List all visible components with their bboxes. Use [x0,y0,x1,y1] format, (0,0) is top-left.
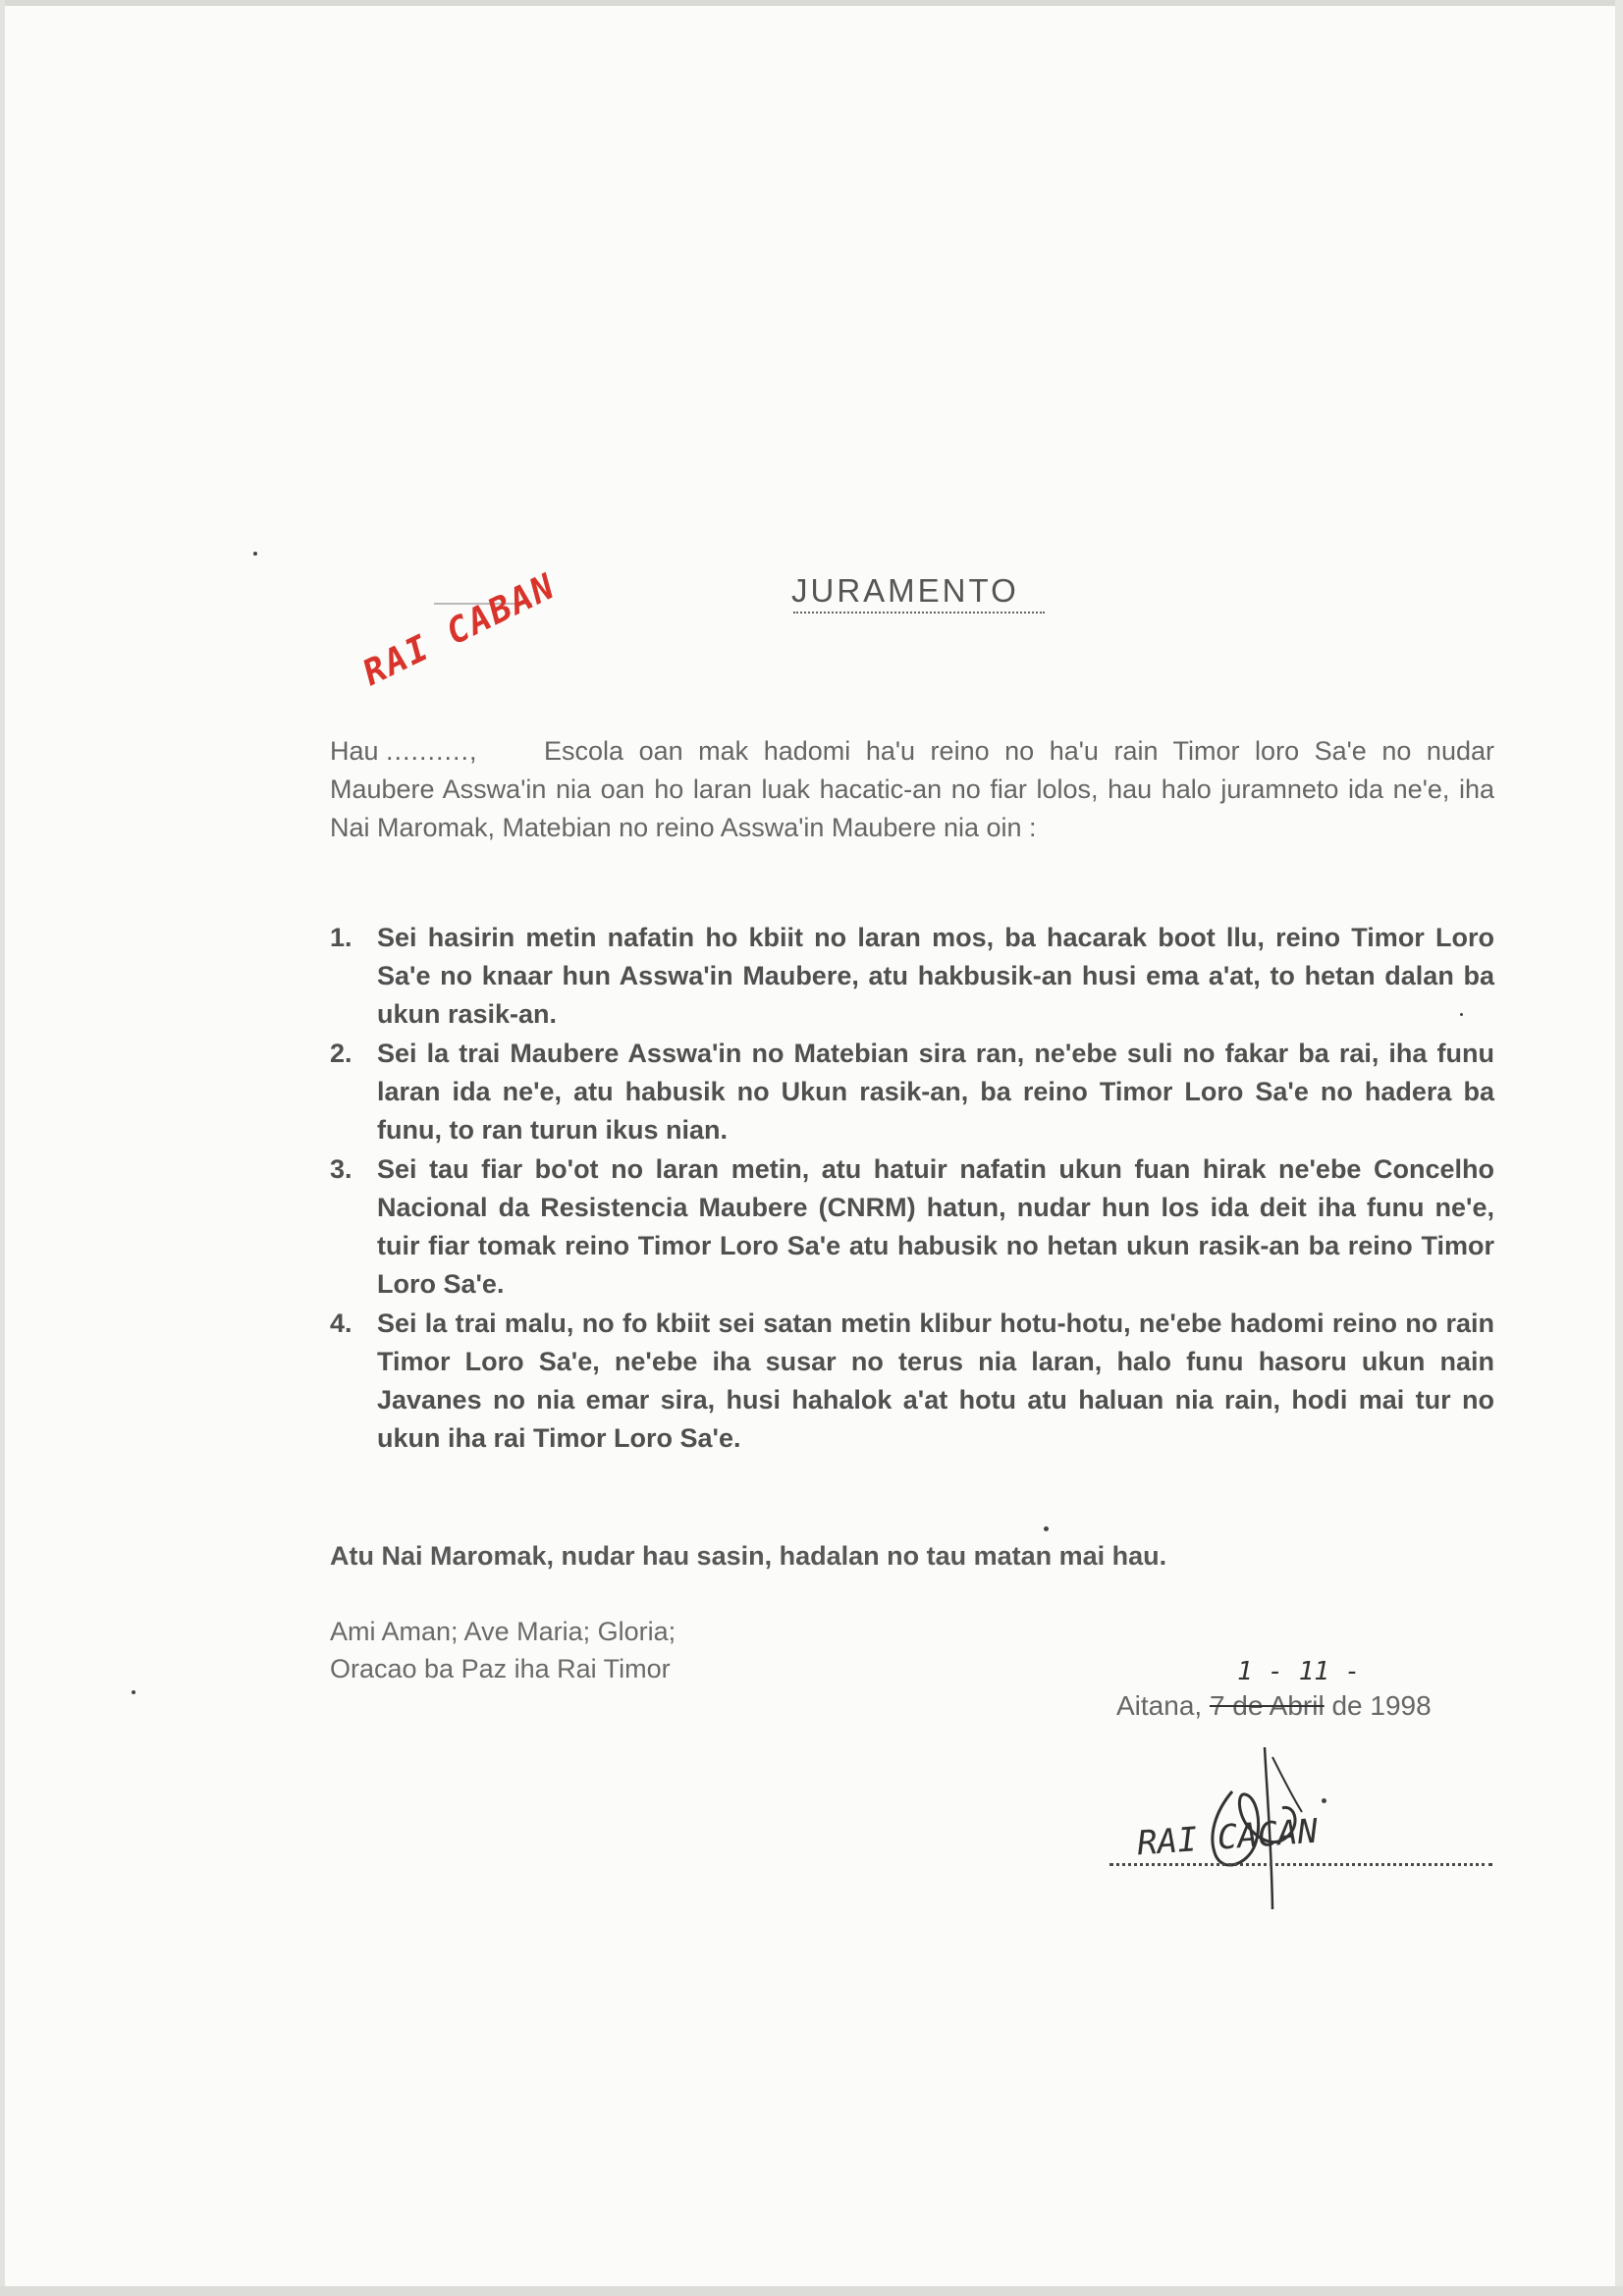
intro-blank-dots: .........., [386,736,478,766]
scan-speck [253,552,257,556]
handwritten-signature-name: RAI CACAN [1135,1811,1320,1864]
oath-item-number: 2. [330,1039,352,1068]
scan-speck [1044,1526,1049,1531]
oath-list [330,919,1494,1459]
oath-item [330,1305,1494,1458]
handwritten-name-red: RAI CABAN [356,565,563,694]
document-title: JURAMENTO [791,572,1019,609]
oath-item [330,1035,1494,1149]
prayers-line: Oracao ba Paz iha Rai Timor [330,1654,671,1683]
intro-lead [330,732,544,771]
prayers-block [330,1613,919,1687]
oath-item-text: Sei la trai Maubere Asswa'in no Matebian sira ran, ne'ebe suli no fakar ba rai, iha funu laran ida ne'e, atu habusik no Ukun rasik-an, ba reino Timor Loro Sa'e no hadera ba funu, to ran turun ikus nian. [377,1039,1494,1145]
oath-item-number: 1. [330,923,352,952]
intro-paragraph [330,732,1494,847]
intro-text: Escola oan mak hadomi ha'u reino no ha'u rain Timor loro Sa'e no nudar Maubere Asswa'in nia oan ho laran luak hacatic-an no fiar lolos, hau halo juramneto ida ne'e, iha Nai Maromak, Matebian no reino Asswa'in Maubere nia oin : [330,736,1494,842]
closing-line: Atu Nai Maromak, nudar hau sasin, hadalan no tau matan mai hau. [330,1541,1167,1571]
title-underline [793,612,1045,614]
oath-item [330,919,1494,1034]
struck-date: 7 de Abril [1209,1690,1325,1721]
oath-item-text: Sei la trai malu, no fo kbiit sei satan metin klibur hotu-hotu, ne'ebe hadomi reino no rain Timor Loro Sa'e, ne'ebe iha susar no terus nia laran, halo funu hasoru ukun nain Javanes no nia emar sira, husi hahalok a'at hotu atu haluan nia rain, hodi mai tur no ukun iha rai Timor Loro Sa'e. [377,1308,1494,1453]
page-edge-bottom [0,2286,1623,2296]
page-edge-top [0,0,1623,6]
page-edge-right [1615,0,1623,2296]
oath-item [330,1150,1494,1304]
page-edge-left [0,0,5,2296]
oath-item-text: Sei hasirin metin nafatin ho kbiit no laran mos, ba hacarak boot llu, reino Timor Loro Sa'e no knaar hun Asswa'in Maubere, atu hakbusik-an husi ema a'at, to hetan dalan ba ukun rasik-an. [377,923,1494,1029]
prayers-line: Ami Aman; Ave Maria; Gloria; [330,1617,676,1646]
oath-item-number: 3. [330,1154,352,1184]
signature-line [1109,1863,1492,1866]
date-place: Aitana, [1116,1690,1203,1721]
oath-item-text: Sei tau fiar bo'ot no laran metin, atu hatuir nafatin ukun fuan hirak ne'ebe Concelho Nacional da Resistencia Maubere (CNRM) hatun, nudar hun los ida deit iha funu ne'e, tuir fiar tomak reino Timor Loro Sa'e atu habusik no hetan ukun rasik-an ba reino Timor Loro Sa'e. [377,1154,1494,1299]
scan-speck [132,1690,135,1694]
intro-lead-word: Hau [330,736,379,766]
date-year: de 1998 [1331,1690,1432,1721]
handwritten-date-correction: 1 - 11 - [1237,1657,1361,1686]
oath-item-number: 4. [330,1308,352,1338]
